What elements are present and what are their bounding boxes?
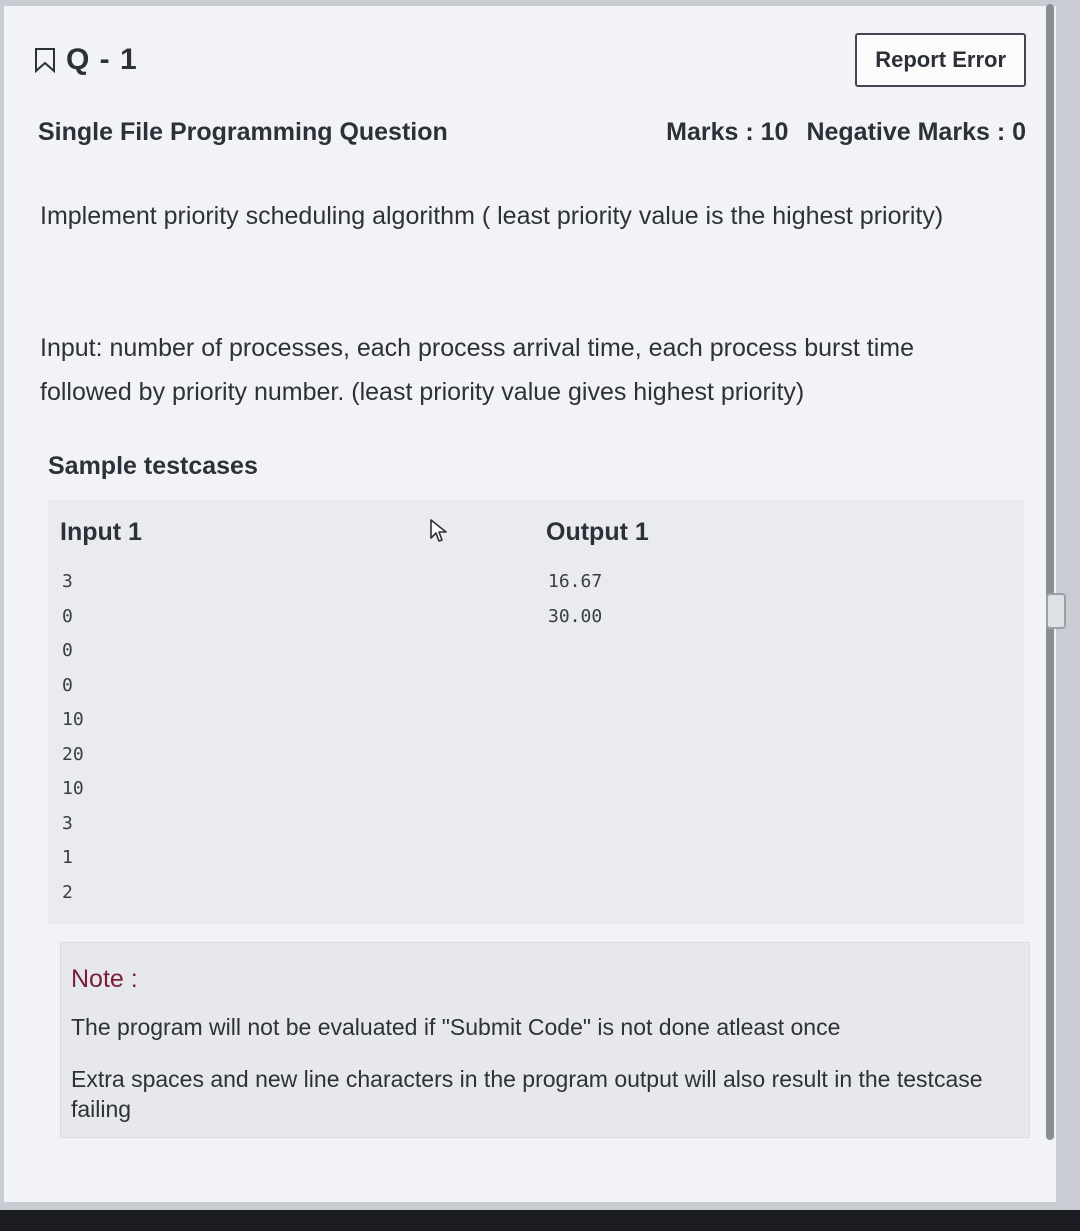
question-header <box>34 32 1026 88</box>
bookmark-icon[interactable] <box>34 47 56 73</box>
input-value: 0 <box>62 674 73 696</box>
input-value: 20 <box>62 743 84 765</box>
note-label: Note : <box>71 965 138 993</box>
input-value: 1 <box>62 847 73 868</box>
question-number: Q - 1 <box>66 43 138 76</box>
vertical-scrollbar[interactable] <box>1046 4 1054 1140</box>
description-paragraph-2: Input: number of processes, each process arrival time, each process burst time followed by priority number. (least priority value gives highest priority) <box>40 334 914 406</box>
description-paragraph-1: Implement priority scheduling algorithm ( least priority value is the highest priority) <box>40 202 944 230</box>
note-line: Extra spaces and new line characters in the program output will also result in the testcase failing <box>71 1066 983 1122</box>
output-values <box>546 565 649 634</box>
negative-marks: Negative Marks : 0 <box>806 118 1026 146</box>
output-label: Output 1 <box>546 518 649 546</box>
input-value: 3 <box>62 571 73 592</box>
testcase-box <box>48 500 1024 924</box>
input-values <box>60 565 142 910</box>
output-value: 16.67 <box>548 571 603 592</box>
input-value: 10 <box>62 778 84 799</box>
input-value: 0 <box>62 605 73 627</box>
marks-info <box>666 118 1026 147</box>
question-panel <box>4 6 1056 1202</box>
note-line: The program will not be evaluated if "Submit Code" is not done atleast once <box>71 1014 841 1040</box>
mouse-pointer-icon <box>428 518 448 544</box>
input-column <box>60 518 142 910</box>
question-title <box>34 43 138 77</box>
note-box <box>60 942 1030 1138</box>
report-error-button[interactable]: Report Error <box>855 33 1026 87</box>
marks: Marks : 10 <box>666 118 789 146</box>
input-value: 2 <box>62 881 73 903</box>
panel-resize-handle[interactable] <box>1046 593 1066 629</box>
input-label: Input 1 <box>60 518 142 546</box>
sample-testcases-title: Sample testcases <box>48 452 258 480</box>
output-column <box>546 518 649 634</box>
input-value: 3 <box>62 812 73 834</box>
input-value: 10 <box>62 709 84 730</box>
input-value: 0 <box>62 640 73 661</box>
question-meta <box>38 118 1026 147</box>
output-value: 30.00 <box>548 605 603 627</box>
question-type: Single File Programming Question <box>38 118 448 146</box>
